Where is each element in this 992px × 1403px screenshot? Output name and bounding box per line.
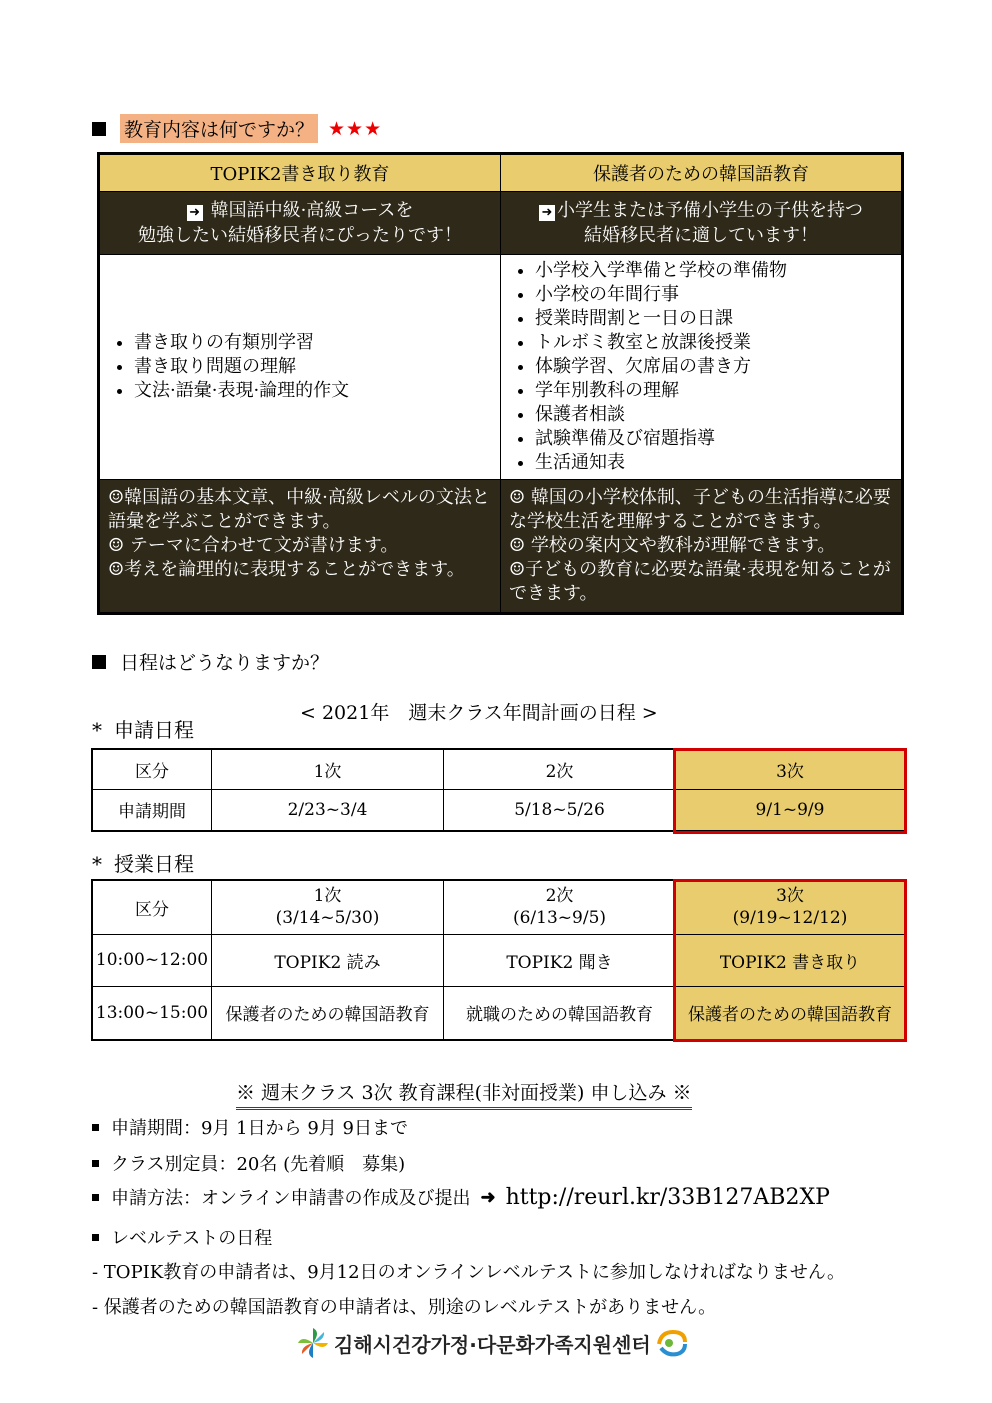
apply-header-cell: 区分 bbox=[92, 749, 212, 789]
application-link[interactable]: http://reurl.kr/33B127AB2XP bbox=[505, 1184, 830, 1210]
apply-header-cell: 3次 bbox=[676, 749, 906, 789]
class-cell: 保護者のための韓国語教育 bbox=[212, 986, 444, 1040]
target-parents-line2: 結婚移民者に適しています！ bbox=[584, 225, 818, 246]
class-cell: TOPIK2 聞き bbox=[444, 934, 676, 986]
bullet-icon bbox=[92, 1160, 99, 1167]
topik-content-list bbox=[99, 255, 501, 480]
topik-outcomes bbox=[99, 480, 501, 614]
apply-period-cell: 2/23~3/4 bbox=[212, 789, 444, 831]
target-parents-line1: 小学生または予備小学生の子供を持つ bbox=[557, 200, 863, 221]
class-cell: TOPIK2 読み bbox=[212, 934, 444, 986]
outcome-item: ☺ 学校の案内文や教科が理解できます。 bbox=[509, 535, 836, 556]
list-item: • トルボミ教室と放課後授業 bbox=[535, 331, 901, 355]
arrow-box-icon: ➜ bbox=[539, 205, 555, 221]
apply-period-cell: 9/1~9/9 bbox=[676, 789, 906, 831]
notice-period bbox=[92, 1114, 408, 1140]
term-dates: (3/14~5/30) bbox=[275, 908, 380, 929]
apply-header-cell: 1次 bbox=[212, 749, 444, 789]
target-topik bbox=[99, 192, 501, 255]
apply-row-label: 申請期間 bbox=[92, 789, 212, 831]
section2-heading bbox=[92, 648, 329, 675]
class-cell: TOPIK2 書き取り bbox=[676, 934, 906, 986]
notice-method-text: 申請方法：オンライン申請書の作成及び提出 bbox=[111, 1188, 471, 1209]
list-item: • 小学校入学準備と学校の準備物 bbox=[535, 259, 901, 283]
stars-rating: ★★★ bbox=[328, 117, 383, 140]
notice-level-text: レベルテストの日程 bbox=[111, 1228, 273, 1249]
parents-outcomes bbox=[501, 480, 903, 614]
notice-method bbox=[92, 1184, 830, 1210]
term-name: 3次 bbox=[776, 886, 804, 907]
bullet-icon bbox=[92, 1124, 99, 1131]
level-note-2: - 保護者のための韓国語教育の申請者は、別途のレベルテストがありません。 bbox=[92, 1297, 717, 1318]
outcome-item: ☺ テーマに合わせて文が書けます。 bbox=[108, 535, 399, 556]
outcome-item: ☺韓国語の基本文章、中級·高級レベルの文法と語彙を学ぶことができます。 bbox=[108, 487, 490, 532]
target-topik-line2: 勉強したい結婚移民者にぴったりです！ bbox=[138, 225, 462, 246]
arrow-box-icon: ➜ bbox=[187, 205, 203, 221]
notice-level bbox=[92, 1224, 272, 1250]
class-schedule-table bbox=[91, 879, 906, 1041]
class-cell: 就職のための韓国語教育 bbox=[444, 986, 676, 1040]
plan-title: < 2021年 週末クラス年間計画の日程 > bbox=[300, 702, 658, 724]
apply-schedule-table bbox=[91, 748, 906, 832]
outcome-item: ☺ 韓国の小学校体制、子どもの生活指導に必要な学校生活を理解することができます。 bbox=[509, 487, 891, 532]
section1-title: 教育内容は何ですか？ bbox=[120, 114, 318, 143]
parents-content-list bbox=[501, 255, 903, 480]
course-header-topik: TOPIK2書き取り教育 bbox=[99, 154, 501, 192]
list-item: • 書き取りの有類別学習 bbox=[134, 331, 500, 355]
notice-title: ※ 週末クラス 3次 教育課程(非対面授業) 申し込み ※ bbox=[236, 1078, 692, 1110]
outcome-item: ☺子どもの教育に必要な語彙·表現を知ることができます。 bbox=[509, 559, 891, 604]
notice-period-text: 申請期間：9月 1日から 9月 9日まで bbox=[111, 1118, 408, 1139]
class-header-label: 区分 bbox=[92, 880, 212, 934]
course-header-parents: 保護者のための韓国語教育 bbox=[501, 154, 903, 192]
notice-capacity-text: クラス別定員：20名 (先着順 募集) bbox=[111, 1154, 406, 1175]
section2-title: 日程はどうなりますか？ bbox=[120, 652, 330, 674]
bullet-icon bbox=[92, 1194, 99, 1201]
target-parents bbox=[501, 192, 903, 255]
list-item: • 学年別教科の理解 bbox=[535, 379, 901, 403]
family-logo-icon bbox=[655, 1328, 689, 1358]
bullet-icon bbox=[92, 1234, 99, 1241]
list-item: • 書き取り問題の理解 bbox=[134, 355, 500, 379]
arrow-right-icon: ➜ bbox=[480, 1186, 496, 1208]
footer-logo bbox=[296, 1326, 689, 1360]
list-item: • 授業時間割と一日の日課 bbox=[535, 307, 901, 331]
pinwheel-logo-icon bbox=[296, 1326, 330, 1360]
class-schedule-label: * 授業日程 bbox=[92, 852, 194, 876]
apply-schedule-label: * 申請日程 bbox=[92, 718, 194, 742]
apply-header-cell: 2次 bbox=[444, 749, 676, 789]
apply-period-cell: 5/18~5/26 bbox=[444, 789, 676, 831]
term-name: 1次 bbox=[313, 886, 342, 907]
square-bullet-icon bbox=[92, 122, 106, 136]
notice-capacity bbox=[92, 1150, 405, 1176]
term-name: 2次 bbox=[545, 886, 574, 907]
outcome-item: ☺考えを論理的に表現することができます。 bbox=[108, 559, 465, 580]
apply-schedule-label-text: 申請日程 bbox=[114, 718, 194, 742]
time-cell: 13:00~15:00 bbox=[92, 986, 212, 1040]
list-item: • 保護者相談 bbox=[535, 403, 901, 427]
list-item: • 試験準備及び宿題指導 bbox=[535, 427, 901, 451]
class-cell: 保護者のための韓国語教育 bbox=[676, 986, 906, 1040]
term-dates: (6/13~9/5) bbox=[512, 908, 607, 929]
list-item: • 生活通知表 bbox=[535, 451, 901, 475]
list-item: • 体験学習、欠席届の書き方 bbox=[535, 355, 901, 379]
term-header bbox=[444, 880, 676, 934]
term-header bbox=[212, 880, 444, 934]
term-dates: (9/19~12/12) bbox=[732, 908, 848, 929]
course-table bbox=[97, 152, 904, 615]
term-header bbox=[676, 880, 906, 934]
square-bullet-icon bbox=[92, 655, 106, 669]
class-schedule-label-text: 授業日程 bbox=[114, 852, 194, 876]
section1-heading bbox=[92, 114, 382, 143]
list-item: • 文法·語彙·表現·論理的作文 bbox=[134, 379, 500, 403]
time-cell: 10:00~12:00 bbox=[92, 934, 212, 986]
list-item: • 小学校の年間行事 bbox=[535, 283, 901, 307]
level-note-1: - TOPIK教育の申請者は、9月12日のオンラインレベルテストに参加しなければなりません。 bbox=[92, 1262, 845, 1283]
target-topik-line1: 韓国語中級·高級コースを bbox=[210, 200, 414, 221]
org-name: 김해시건강가정·다문화가족지원센터 bbox=[334, 1332, 651, 1357]
